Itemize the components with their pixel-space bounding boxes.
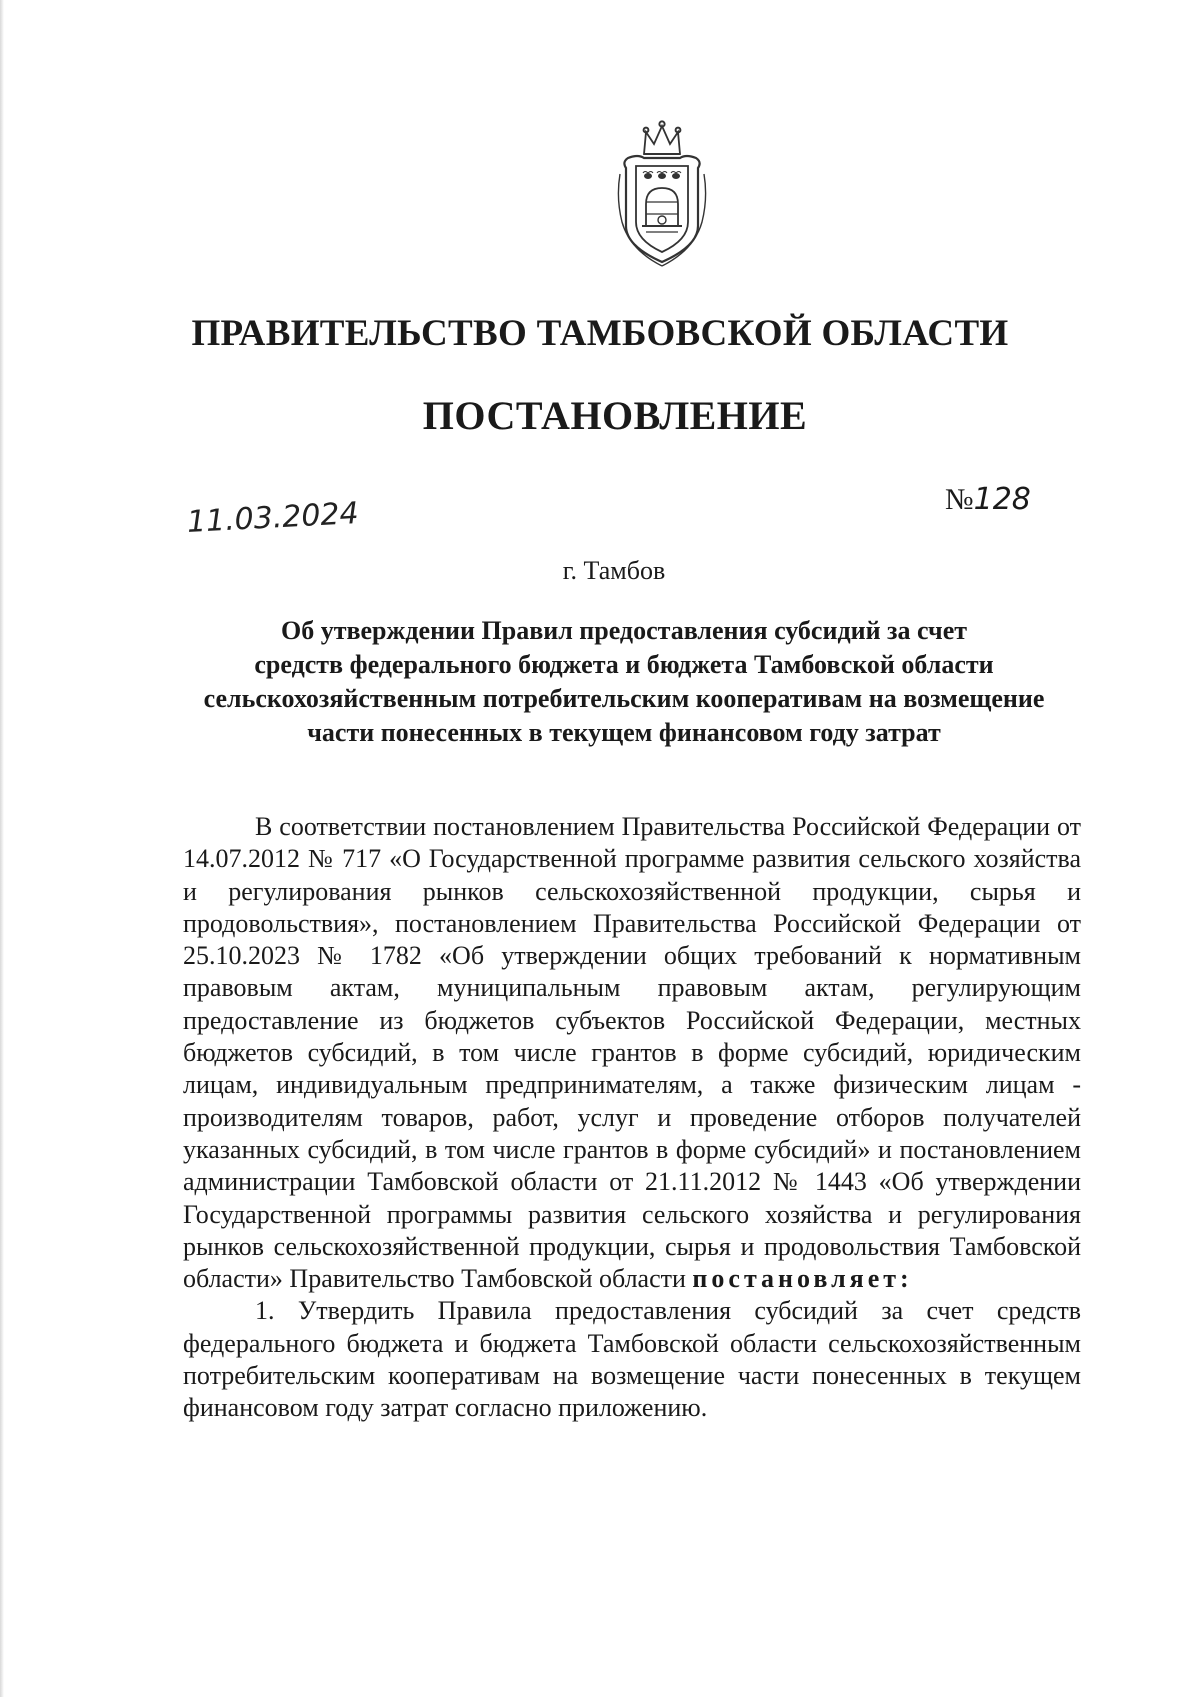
- coat-of-arms-icon: [612, 118, 712, 268]
- number-value: 128: [973, 482, 1031, 517]
- city: г. Тамбов: [562, 556, 666, 585]
- title-line: части понесенных в текущем финансовом году затрат: [307, 718, 941, 747]
- preamble-text: В соответствии постановлением Правительства Российской Федерации от 14.07.2012 № 717 «О Государственной программе развития сельского хозяйства и регулирования рынков сельскохозяйственной продукции, сырья и продовольствия», постановлением Правительства Российской Федерации от 25.10.2023 № 1782 «Об утверждении общих требований к нормативным правовым актам, муниципальным правовым актам, регулирующим предоставление из бюджетов субъектов Российской Федерации, местных бюджетов субсидий, в том числе грантов в форме субсидий, юридическим лицам, индивидуальным предпринимателям, а также физическим лицам - производителям товаров, работ, услуг и проведение отборов получателей указанных субсидий, в том числе грантов в форме субсидий» и постановлением администрации Тамбовской области от 21.11.2012 № 1443 «Об утверждении Государственной программы развития сельского хозяйства и регулирования рынков сельскохозяйственной продукции, сырья и продовольствия Тамбовской области» Правительство Тамбовской области: [183, 812, 1081, 1294]
- document-date: 11.03.2024: [186, 496, 360, 540]
- document-type: ПОСТАНОВЛЕНИЕ: [422, 393, 808, 438]
- title-line: сельскохозяйственным потребительским кооперативам на возмещение: [203, 684, 1045, 713]
- preamble-paragraph: [183, 811, 1081, 1295]
- title-line: Об утверждении Правил предоставления субсидий за счет: [280, 616, 968, 645]
- document-number: [945, 482, 1031, 517]
- document-body: [183, 811, 1081, 1425]
- document-title: [190, 614, 1058, 750]
- title-line: средств федерального бюджета и бюджета Тамбовской области: [254, 650, 994, 679]
- organization-name: ПРАВИТЕЛЬСТВО ТАМБОВСКОЙ ОБЛАСТИ: [191, 313, 1009, 354]
- decree-word: постановляет:: [692, 1264, 913, 1294]
- number-sign: №: [945, 483, 974, 516]
- item-1-paragraph: 1. Утвердить Правила предоставления субсидий за счет средств федерального бюджета и бюджета Тамбовской области сельскохозяйственным потребительским кооперативам на возмещение части понесенных в текущем финансовом году затрат согласно приложению.: [183, 1296, 1081, 1423]
- scan-edge: [0, 0, 4, 1697]
